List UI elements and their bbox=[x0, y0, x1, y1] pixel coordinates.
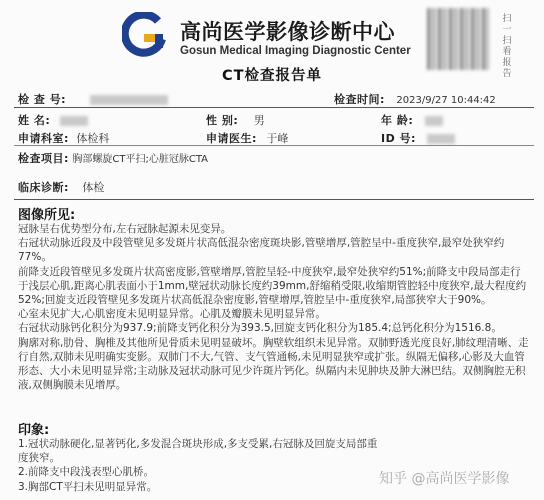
sex-row bbox=[206, 112, 265, 128]
exam-time-value: 2023/9/27 10:44:42 bbox=[396, 95, 496, 106]
age-label: 年 龄: bbox=[381, 114, 414, 127]
id-row bbox=[381, 130, 455, 146]
diagnosis-row bbox=[18, 179, 104, 195]
exam-no-label: 检 查 号: bbox=[18, 93, 67, 106]
qr-hint: 扫一扫看报告 bbox=[502, 14, 512, 79]
diagnosis-label: 临床诊断: bbox=[18, 181, 69, 194]
sex-label: 性 别: bbox=[206, 114, 239, 127]
id-value-redacted bbox=[427, 134, 455, 144]
gosun-logo-icon bbox=[122, 12, 168, 58]
findings-line: 前降支近段管壁见多发斑片状高密度影,管壁增厚,管腔呈轻-中度狭窄,最窄处狭窄约51%;前降支中段局部走行于浅层心肌,距离心肌表面小于1mm,壁冠状动脉长度约39mm,舒缩稍受限,收缩期管腔轻中度狭窄,最大程度约52%;回旋支近段管壁见多发斑片状高低混杂密度影,管壁增厚,管腔呈中-重度狭窄,局部狭窄大于90%。 bbox=[18, 265, 527, 307]
findings-title: 图像所见: bbox=[18, 208, 76, 223]
exam-time-label: 检查时间: bbox=[334, 93, 385, 106]
watermark: 知乎 @高尚医学影像 bbox=[379, 471, 510, 487]
exam-items-label: 检查项目: bbox=[18, 152, 69, 165]
impression-line: 2.前降支中段浅表型心肌桥。 bbox=[18, 466, 155, 479]
qr-code[interactable] bbox=[427, 8, 489, 70]
name-row bbox=[18, 112, 88, 128]
dept-label: 申请科室: bbox=[18, 132, 69, 145]
findings-line: 右冠状动脉近段及中段管壁见多发斑片状高低混杂密度斑块影,管壁增厚,管腔呈中-重度狭窄,最窄处狭窄约77%。 bbox=[18, 237, 505, 264]
doctor-label: 申请医生: bbox=[206, 132, 257, 145]
doctor-value: 于峰 bbox=[266, 132, 289, 145]
brand-name-cn: 高尚医学影像诊断中心 bbox=[180, 20, 395, 44]
divider bbox=[14, 107, 534, 108]
brand-name-en: Gosun Medical Imaging Diagnostic Center bbox=[180, 45, 411, 57]
id-label: ID 号: bbox=[381, 132, 416, 145]
dept-value: 体检科 bbox=[76, 132, 110, 145]
findings-line: 胸廓对称,肋骨、胸椎及其他所见骨质未见明显破坏。胸壁软组织未见异常。双肺野透光度良好,肺纹理清晰、走行自然,双肺未见明确实变影。双肺门不大,气管、支气管通畅,未见明显狭窄或扩张。纵隔无偏移,心影及大血管形态、大小未见明显异常;主动脉及冠状动脉可见少许斑片钙化。纵隔内未见肿块及肿大淋巴结。双侧胸腔无积液,双侧胸膜未见增厚。 bbox=[18, 336, 529, 392]
exam-items-row bbox=[18, 150, 208, 166]
findings-text bbox=[18, 222, 530, 392]
impression-line: 1.冠状动脉硬化,显著钙化,多发混合斑块形成,多支受累,右冠脉及回旋支局部重度狭窄。 bbox=[18, 438, 378, 465]
dept-row bbox=[18, 130, 109, 146]
doctor-row bbox=[206, 130, 288, 146]
exam-no-value-redacted bbox=[90, 95, 168, 105]
exam-items-value: 胸部螺旋CT平扫;心脏冠脉CTA bbox=[72, 154, 209, 165]
name-label: 姓 名: bbox=[18, 114, 51, 127]
age-value-redacted bbox=[425, 116, 443, 126]
report-title: CT检查报告单 bbox=[221, 68, 323, 84]
impression-title: 印象: bbox=[18, 423, 50, 438]
sex-value: 男 bbox=[253, 114, 265, 127]
divider bbox=[14, 199, 534, 200]
diagnosis-value: 体检 bbox=[82, 181, 105, 194]
impression-line: 3.胸部CT平扫未见明显异常。 bbox=[18, 480, 158, 493]
name-value-redacted bbox=[60, 116, 88, 126]
exam-no-row bbox=[18, 91, 168, 107]
divider bbox=[14, 145, 534, 146]
findings-line: 冠脉呈右优势型分布,左右冠脉起源未见变异。 bbox=[18, 223, 232, 235]
findings-line: 右冠状动脉钙化积分为937.9;前降支钙化积分为393.5,回旋支钙化积分为185.4;总钙化积分为1516.8。 bbox=[18, 322, 502, 335]
age-row bbox=[381, 112, 443, 128]
findings-line: 心室未见扩大,心肌密度未见明显异常。心肌及瓣膜未见明显异常。 bbox=[18, 308, 326, 321]
exam-time-row bbox=[334, 91, 496, 107]
impression-text bbox=[18, 437, 378, 494]
